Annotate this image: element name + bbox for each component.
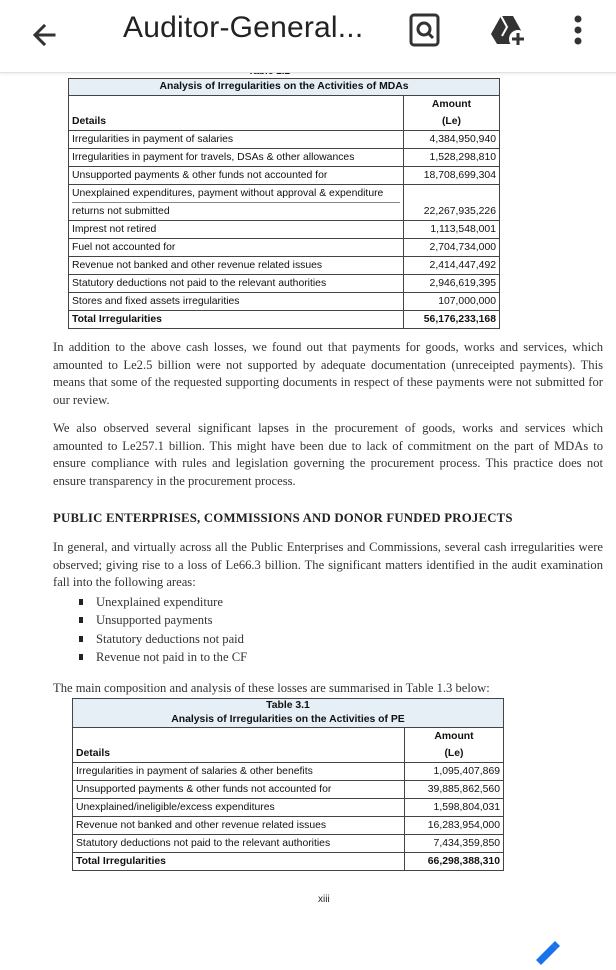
more-options-button[interactable]	[558, 10, 598, 50]
back-button[interactable]	[24, 14, 68, 58]
pe-irregularities-table	[72, 698, 504, 871]
table-2-unit-header: (Le)	[405, 745, 504, 763]
section-heading: PUBLIC ENTERPRISES, COMMISSIONS AND DONOR FUNDED PROJECTS	[53, 511, 513, 525]
table-row: Irregularities in payment of salaries & other benefits 1,095,407,869	[73, 763, 504, 781]
table-2-label: Table 3.1	[266, 700, 310, 711]
table-2-details-header: Details	[73, 728, 405, 763]
edit-button[interactable]	[512, 935, 572, 965]
paragraph-procurement: We also observed several significant lapses in the procurement of goods, works and services which amounted to Le257.1 billion. This might have been due to lack of commitment on the part of MDAs to ensure compliance with rules and legislation governing the procurement process. This practice does not ensure transparency in the procurement process.	[53, 421, 603, 488]
table-2-amount-header: Amount	[405, 728, 504, 746]
list-item: Unsupported payments	[78, 611, 247, 629]
table-total-row: Total Irregularities 66,298,388,310	[73, 853, 504, 871]
table-1-details-header: Details	[69, 96, 404, 131]
table-row: Stores and fixed assets irregularities 107,000,000	[69, 293, 500, 311]
arrow-back-icon	[24, 14, 68, 58]
search-document-icon	[405, 10, 445, 50]
table-row: Irregularities in payment for travels, DSAs & other allowances 1,528,298,810	[69, 149, 500, 167]
table-row: Irregularities in payment of salaries 4,384,950,940	[69, 131, 500, 149]
table-1-title: Analysis of Irregularities on the Activities of MDAs	[69, 79, 500, 96]
mda-irregularities-table	[68, 78, 500, 329]
search-in-document-button[interactable]	[405, 10, 445, 50]
edit-pencil-icon	[512, 935, 572, 965]
table-2-title: Analysis of Irregularities on the Activities of PE	[171, 714, 405, 725]
app-bar	[0, 0, 616, 73]
table-row: Unsupported payments & other funds not accounted for 39,885,862,560	[73, 781, 504, 799]
paragraph-public-enterprises: In general, and virtually across all the Public Enterprises and Commissions, several cash irregularities were observed; giving rise to a loss of Le66.3 billion. The significant matters identified in the audit examination fall into the following areas:	[53, 540, 603, 589]
add-to-drive-button[interactable]	[488, 10, 528, 50]
table-row: Imprest not retired 1,113,548,001	[69, 221, 500, 239]
document-page[interactable]	[0, 72, 616, 960]
table-row: Unexplained expenditures, payment without approval & expenditure returns not submitted 22,267,935,226	[69, 185, 500, 221]
table-row: Statutory deductions not paid to the relevant authorities 7,434,359,850	[73, 835, 504, 853]
page-number: xiii	[318, 894, 330, 905]
list-item: Revenue not paid in to the CF	[78, 648, 247, 666]
document-title: Auditor-General...	[123, 11, 364, 44]
drive-add-icon	[488, 10, 528, 50]
table-total-row: Total Irregularities 56,176,233,168	[69, 311, 500, 329]
list-item: Unexplained expenditure	[78, 593, 247, 611]
more-vert-icon	[558, 10, 598, 50]
list-item: Statutory deductions not paid	[78, 630, 247, 648]
irregularity-areas-list	[78, 593, 247, 666]
paragraph-table-intro: The main composition and analysis of these losses are summarised in Table 1.3 below:	[53, 681, 490, 695]
table-row: Unexplained/ineligible/excess expenditures 1,598,804,031	[73, 799, 504, 817]
table-row: Revenue not banked and other revenue related issues 2,414,447,492	[69, 257, 500, 275]
table-row: Revenue not banked and other revenue related issues 16,283,954,000	[73, 817, 504, 835]
table-row: Unsupported payments & other funds not accounted for 18,708,699,304	[69, 167, 500, 185]
table-1-unit-header: (Le)	[404, 113, 500, 131]
paragraph-cash-losses: In addition to the above cash losses, we found out that payments for goods, works and services, which amounted to Le2.5 billion were not supported by adequate documentation (unreceipted payments). This means that some of the requested supporting documents in respect of these payments were not submitted for our review.	[53, 340, 603, 407]
table-1-amount-header: Amount	[404, 96, 500, 114]
table-row: Statutory deductions not paid to the relevant authorities 2,946,619,395	[69, 275, 500, 293]
table-row: Fuel not accounted for 2,704,734,000	[69, 239, 500, 257]
